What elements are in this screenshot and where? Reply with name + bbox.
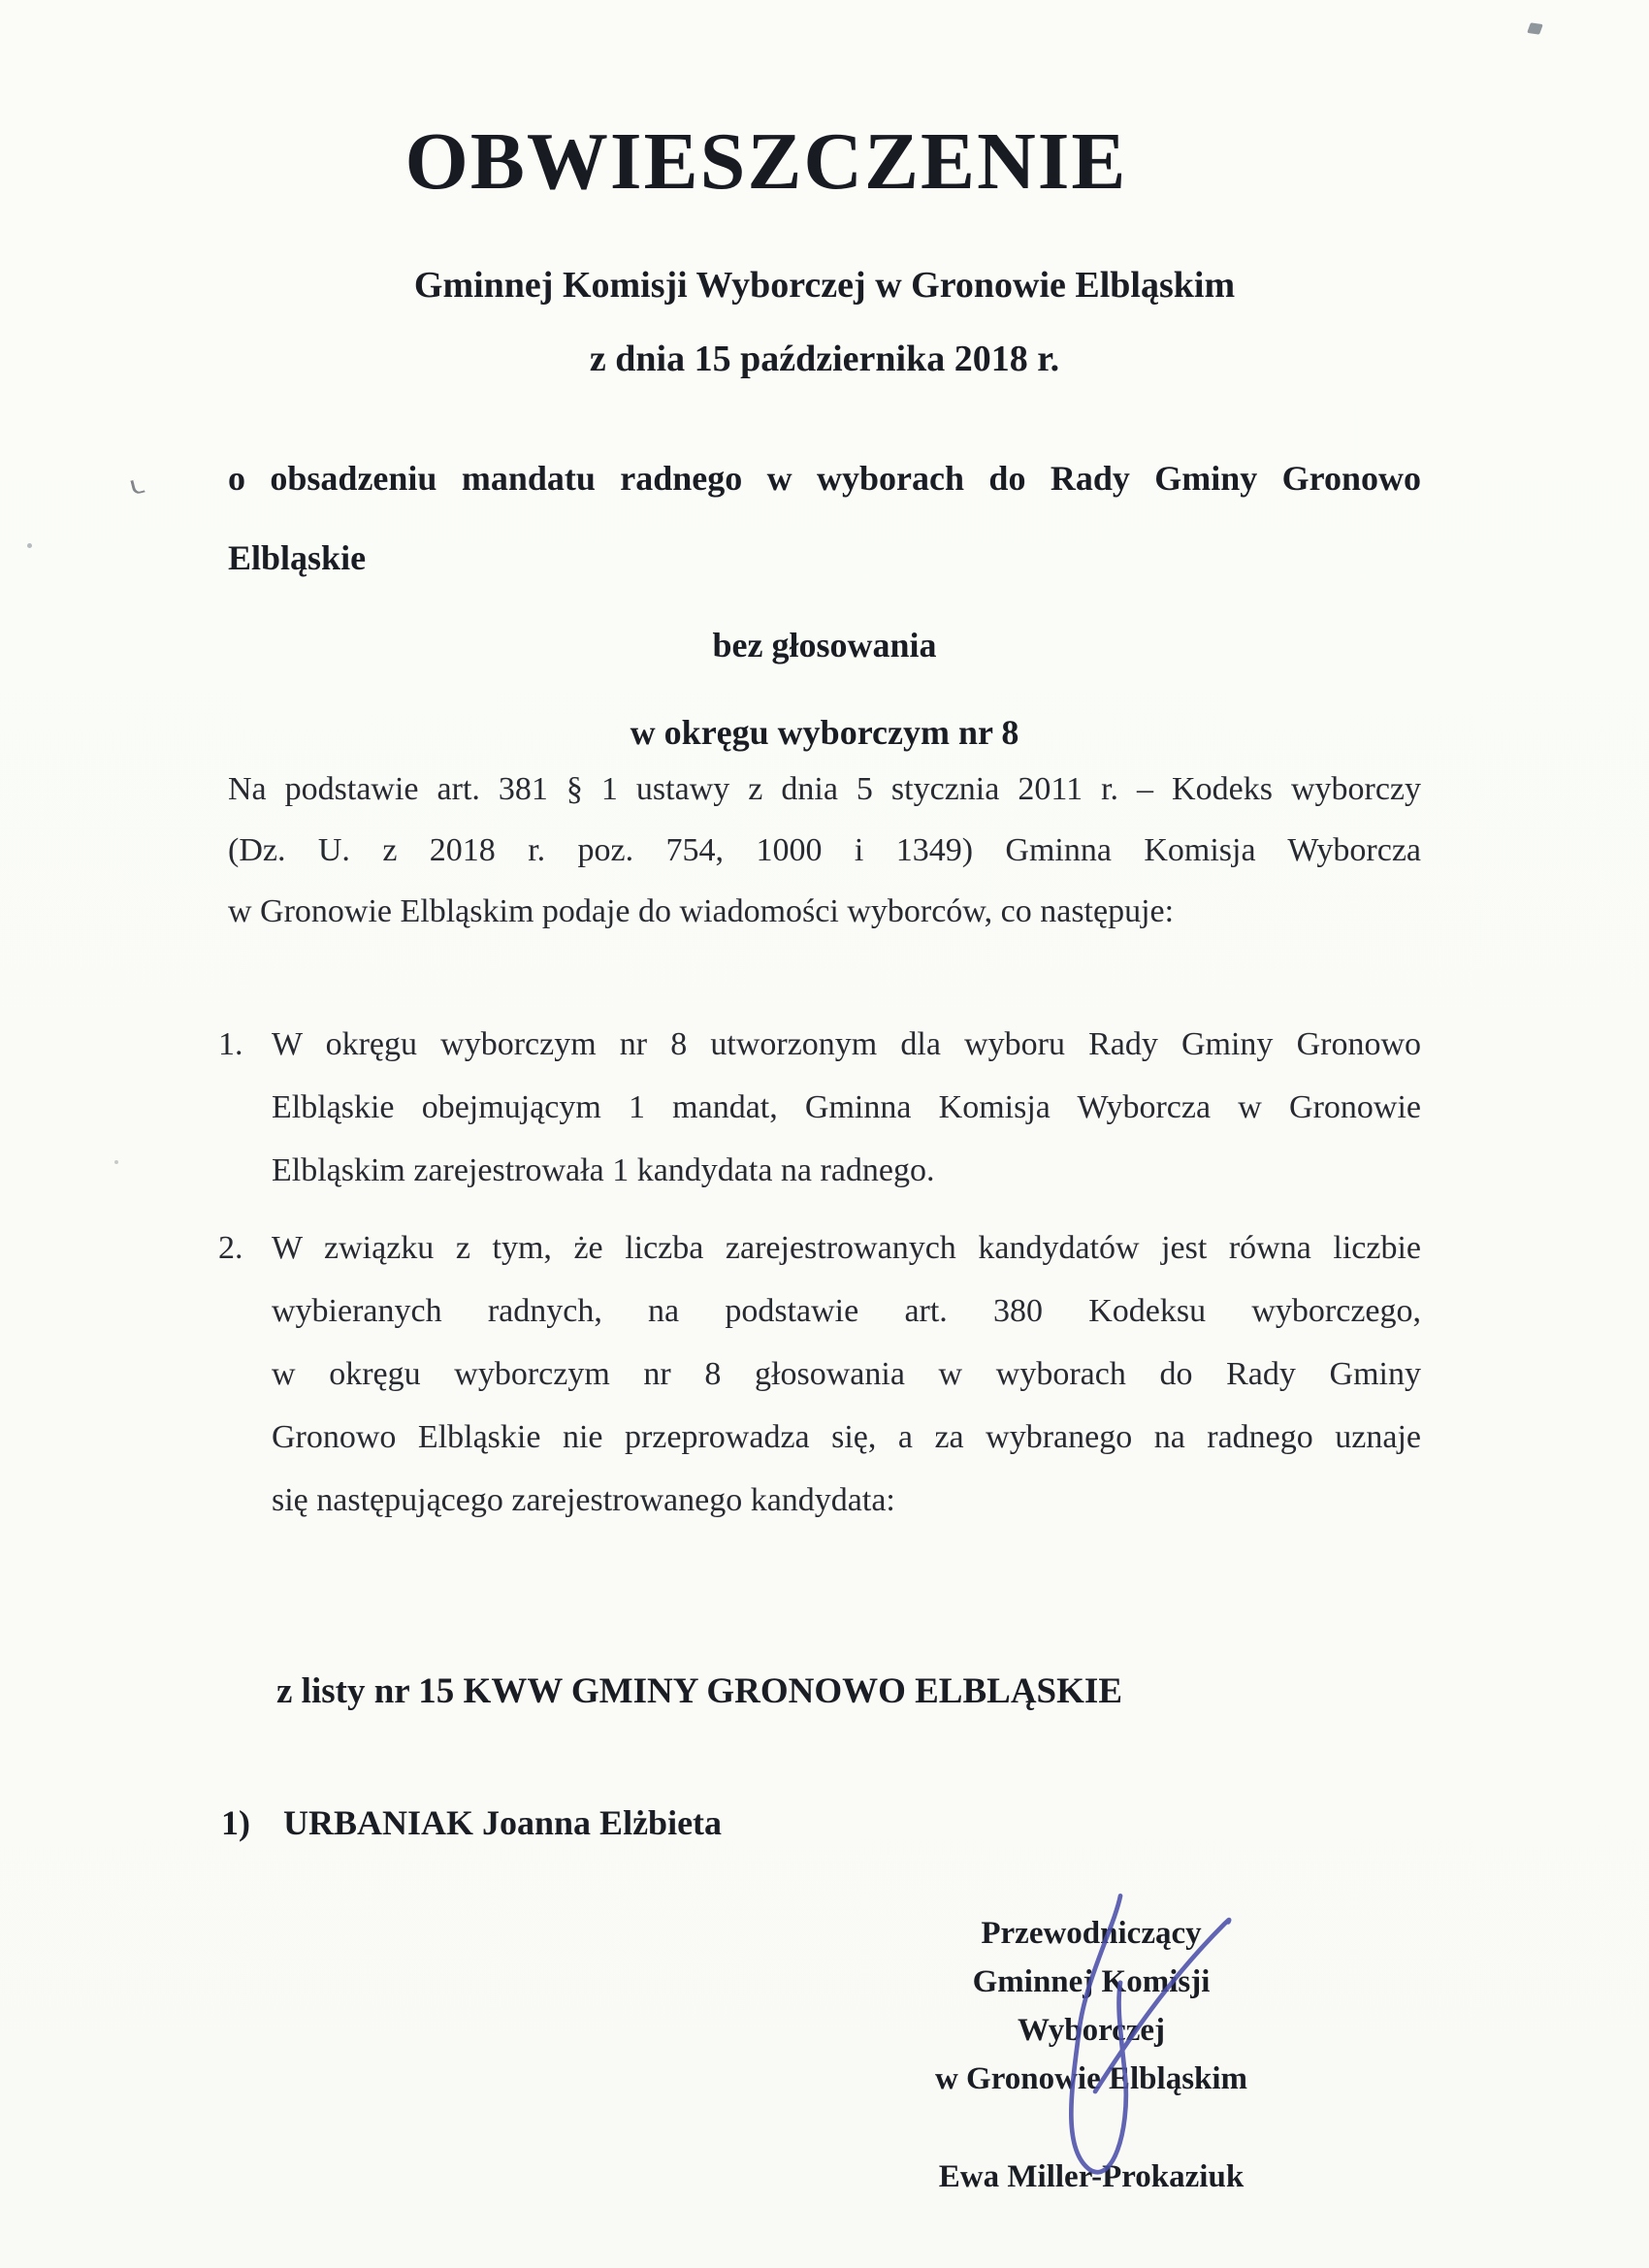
- candidate-line: [221, 1802, 1385, 1843]
- candidate-number: 1): [221, 1803, 250, 1842]
- text-line: w okręgu wyborczym nr 8 głosowania w wyborach do Rady Gminy: [272, 1356, 1421, 1392]
- list-item-1: [218, 1013, 1421, 1202]
- text-line: W związku z tym, że liczba zarejestrowanych kandydatów jest równa liczbie: [272, 1230, 1421, 1266]
- text-line: W okręgu wyborczym nr 8 utworzonym dla wyboru Rady Gminy Gronowo: [272, 1026, 1421, 1062]
- text-line: Elbląskie: [228, 538, 367, 577]
- handwritten-signature: [997, 1888, 1242, 2190]
- intro-paragraph: [228, 759, 1421, 942]
- text-line: się następującego zarejestrowanego kandydata:: [272, 1482, 895, 1518]
- scan-artifact-dot: [27, 543, 32, 548]
- text-line: wybieranych radnych, na podstawie art. 380 Kodeksu wyborczego,: [272, 1293, 1421, 1329]
- text-line: w okręgu wyborczym nr 8: [630, 713, 1019, 752]
- scan-artifact-top-right: [1527, 22, 1543, 34]
- signer-role-line-3: w Gronowie Elbląskim: [934, 2061, 1248, 2096]
- list-number: 2.: [218, 1230, 243, 1266]
- text-line: Elbląskim zarejestrowała 1 kandydata na radnego.: [272, 1152, 935, 1188]
- signer-role-line-1: Przewodniczący: [981, 1916, 1202, 1951]
- candidate-name: URBANIAK Joanna Elżbieta: [283, 1803, 723, 1842]
- signer-name: Ewa Miller-Prokaziuk: [938, 2159, 1245, 2194]
- text-line: Na podstawie art. 381 § 1 ustawy z dnia 5 stycznia 2011 r. – Kodeks wyborczy: [228, 771, 1421, 807]
- text-line: (Dz. U. z 2018 r. poz. 754, 1000 i 1349) Gminna Komisja Wyborcza: [228, 832, 1421, 868]
- signer-role-line-2: Gminnej Komisji Wyborczej: [972, 1964, 1211, 2048]
- text-line: Gronowo Elbląskie nie przeprowadza się, a za wybranego na radnego uznaje: [272, 1419, 1421, 1455]
- text-line: o obsadzeniu mandatu radnego w wyborach do Rady Gminy Gronowo: [228, 459, 1421, 498]
- scan-artifact-left-margin: [130, 478, 145, 495]
- date-line: z dnia 15 października 2018 r.: [589, 339, 1060, 379]
- list-item-2-text: [272, 1216, 1421, 1532]
- issuer-line: Gminnej Komisji Wyborczej w Gronowie Elbląskim: [413, 265, 1236, 306]
- list-item-1-text: [272, 1013, 1421, 1202]
- list-number: 1.: [218, 1026, 243, 1062]
- document-title: OBWIESZCZENIE: [404, 116, 1128, 207]
- candidate-list-heading: z listy nr 15 KWW GMINY GRONOWO ELBLĄSKIE: [276, 1671, 1122, 1711]
- text-line: w Gronowie Elbląskim podaje do wiadomości wyborców, co następuje:: [228, 893, 1175, 929]
- text-line: Elbląskie obejmującym 1 mandat, Gminna Komisja Wyborcza w Gronowie: [272, 1089, 1421, 1125]
- text-line: bez głosowania: [712, 626, 937, 664]
- subject-block: [228, 438, 1421, 772]
- list-item-2: [218, 1216, 1421, 1532]
- scan-artifact-dot-2: [114, 1160, 118, 1164]
